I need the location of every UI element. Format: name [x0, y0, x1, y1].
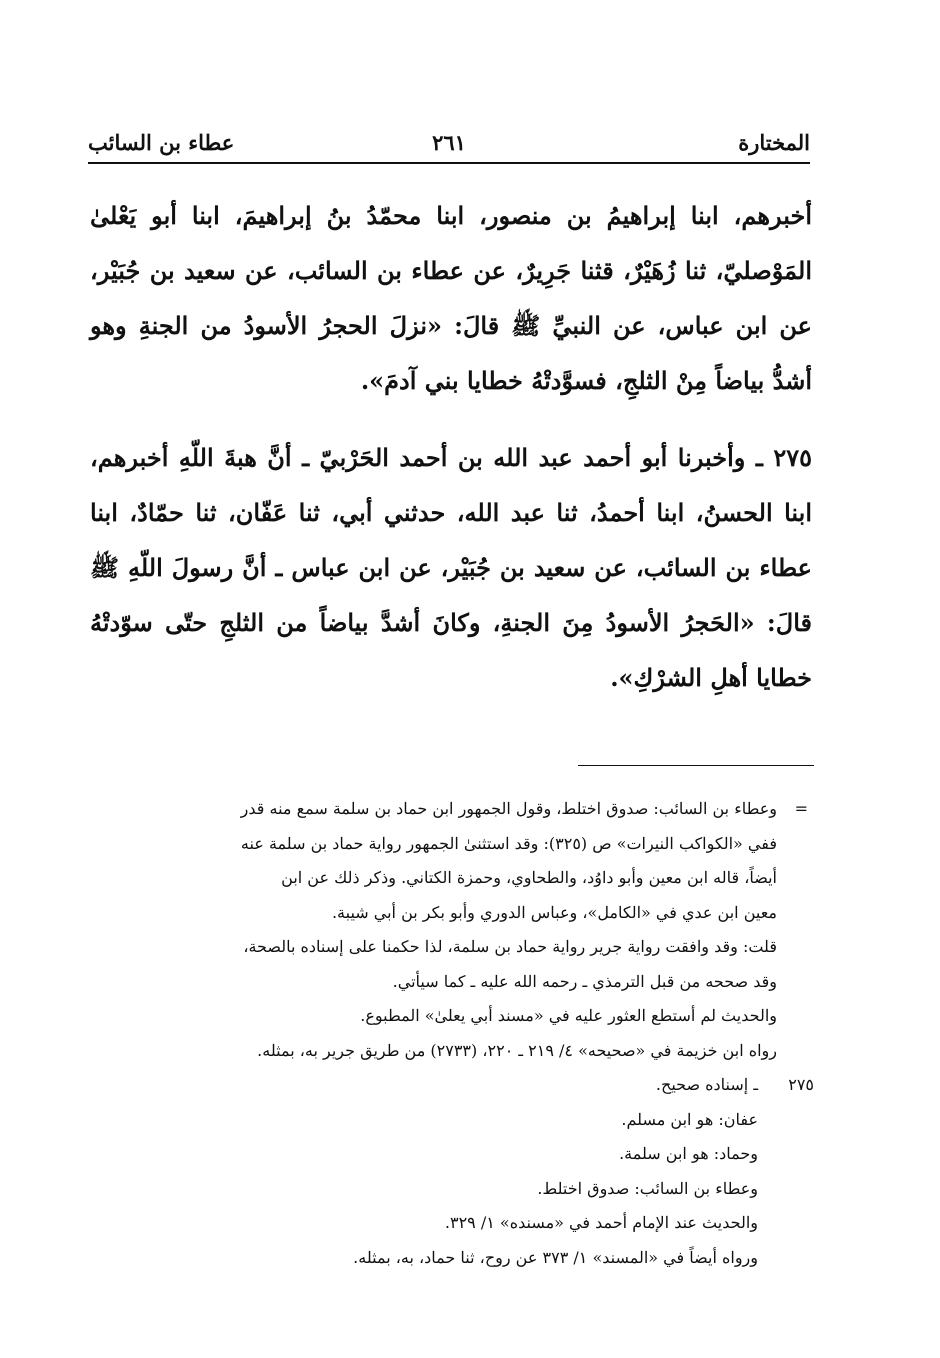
book-title: المختارة — [738, 130, 810, 155]
running-header — [88, 130, 810, 164]
footnote-separator — [578, 765, 814, 766]
footnote-line: أيضاً، قاله ابن معين وأبو داوُد، والطحاوي، وحمزة الكتاني. وذكر ذلك عن ابن — [281, 868, 777, 887]
footnote-line: ففي «الكواكب النيرات» ص (٣٢٥): وقد استثنىٰ الجمهور رواية حماد بن سلمة عنه — [240, 833, 777, 853]
main-text — [90, 188, 812, 705]
footnote-line: = وعطاء بن السائب: صدوق اختلط، وقول الجمهور ابن حماد بن سلمة سمع منه قدر — [88, 792, 814, 827]
footnote-line: ورواه أيضاً في «المسند» ١/ ٣٧٣ عن روح، ثنا حماد، به، بمثله. — [353, 1247, 758, 1267]
footnote-line: قلت: وقد وافقت رواية جرير رواية حماد بن سلمة، لذا حكمنا على إسناده بالصحة، — [243, 937, 777, 956]
header-rule — [88, 162, 810, 164]
footnote-line: وحماد: هو ابن سلمة. — [619, 1144, 758, 1163]
section-title: عطاء بن السائب — [88, 130, 235, 155]
footnote-line: رواه ابن خزيمة في «صحيحه» ٤/ ٢١٩ ـ ٢٢٠، (٢٧٣٣) من طريق جرير به، بمثله. — [257, 1040, 777, 1060]
hadith-number: ٢٧٥ — [773, 443, 812, 472]
paragraph-275 — [90, 430, 812, 705]
footnote-line: والحديث عند الإمام أحمد في «مسنده» ١/ ٣٢٩. — [444, 1213, 758, 1232]
footnote-275 — [88, 1068, 814, 1103]
footnote-line: ـ إسناده صحيح. — [655, 1075, 758, 1094]
footnote-line: وقد صححه من قبل الترمذي ـ رحمه الله عليه ـ كما سيأتي. — [392, 971, 777, 991]
footnote-line: معين ابن عدي في «الكامل»، وعباس الدوري وأبو بكر بن أبي شيبة. — [331, 902, 777, 922]
continuation-mark: = — [794, 799, 808, 818]
paragraph-1: أخبرهم، ابنا إبراهيمُ بن منصور، ابنا محمّدُ بنُ إبراهيمَ، ابنا أبو يَعْلىٰ المَوْصليّ، ثنا زُهَيْرٌ، قثنا جَرِيرٌ، عن عطاء بن السائب، عن سعيد بن جُبَيْر، عن ابن عباس، عن النبيِّ ﷺ قالَ: «نزلَ الحجرُ الأسودُ من الجنةِ وهو أشدُّ بياضاً مِنْ الثلجِ، فسوَّدتْهُ خطايا بني آدمَ». — [90, 201, 812, 395]
footnote-line: والحديث لم أستطع العثور عليه في «مسند أبي يعلىٰ» المطبوع. — [360, 1006, 777, 1025]
footnote-line: عفان: هو ابن مسلم. — [621, 1109, 758, 1129]
paragraph-275-text: ـ وأخبرنا أبو أحمد عبد الله بن أحمد الحَرْبيّ ـ أنَّ هبةَ اللّهِ أخبرهم، ابنا الحسنُ، ابنا أحمدُ، ثنا عبد الله، حدثني أبي، ثنا عَفّان، ثنا حمّادٌ، ابنا عطاء بن السائب، عن سعيد بن جُبَيْر، عن ابن عباس ـ أنَّ رسولَ اللّهِ ﷺ قالَ: «الحَجرُ الأسودُ مِنَ الجنةِ، وكانَ أشدَّ بياضاً من الثلجِ حتّى سوّدتْهُ خطايا أهلِ الشرْكِ». — [90, 443, 812, 692]
footnotes — [88, 792, 814, 1275]
page-number: ٢٦١ — [432, 130, 466, 155]
footnote-number: ٢٧٥ — [788, 1075, 814, 1094]
footnote-line: وعطاء بن السائب: صدوق اختلط. — [537, 1178, 758, 1198]
